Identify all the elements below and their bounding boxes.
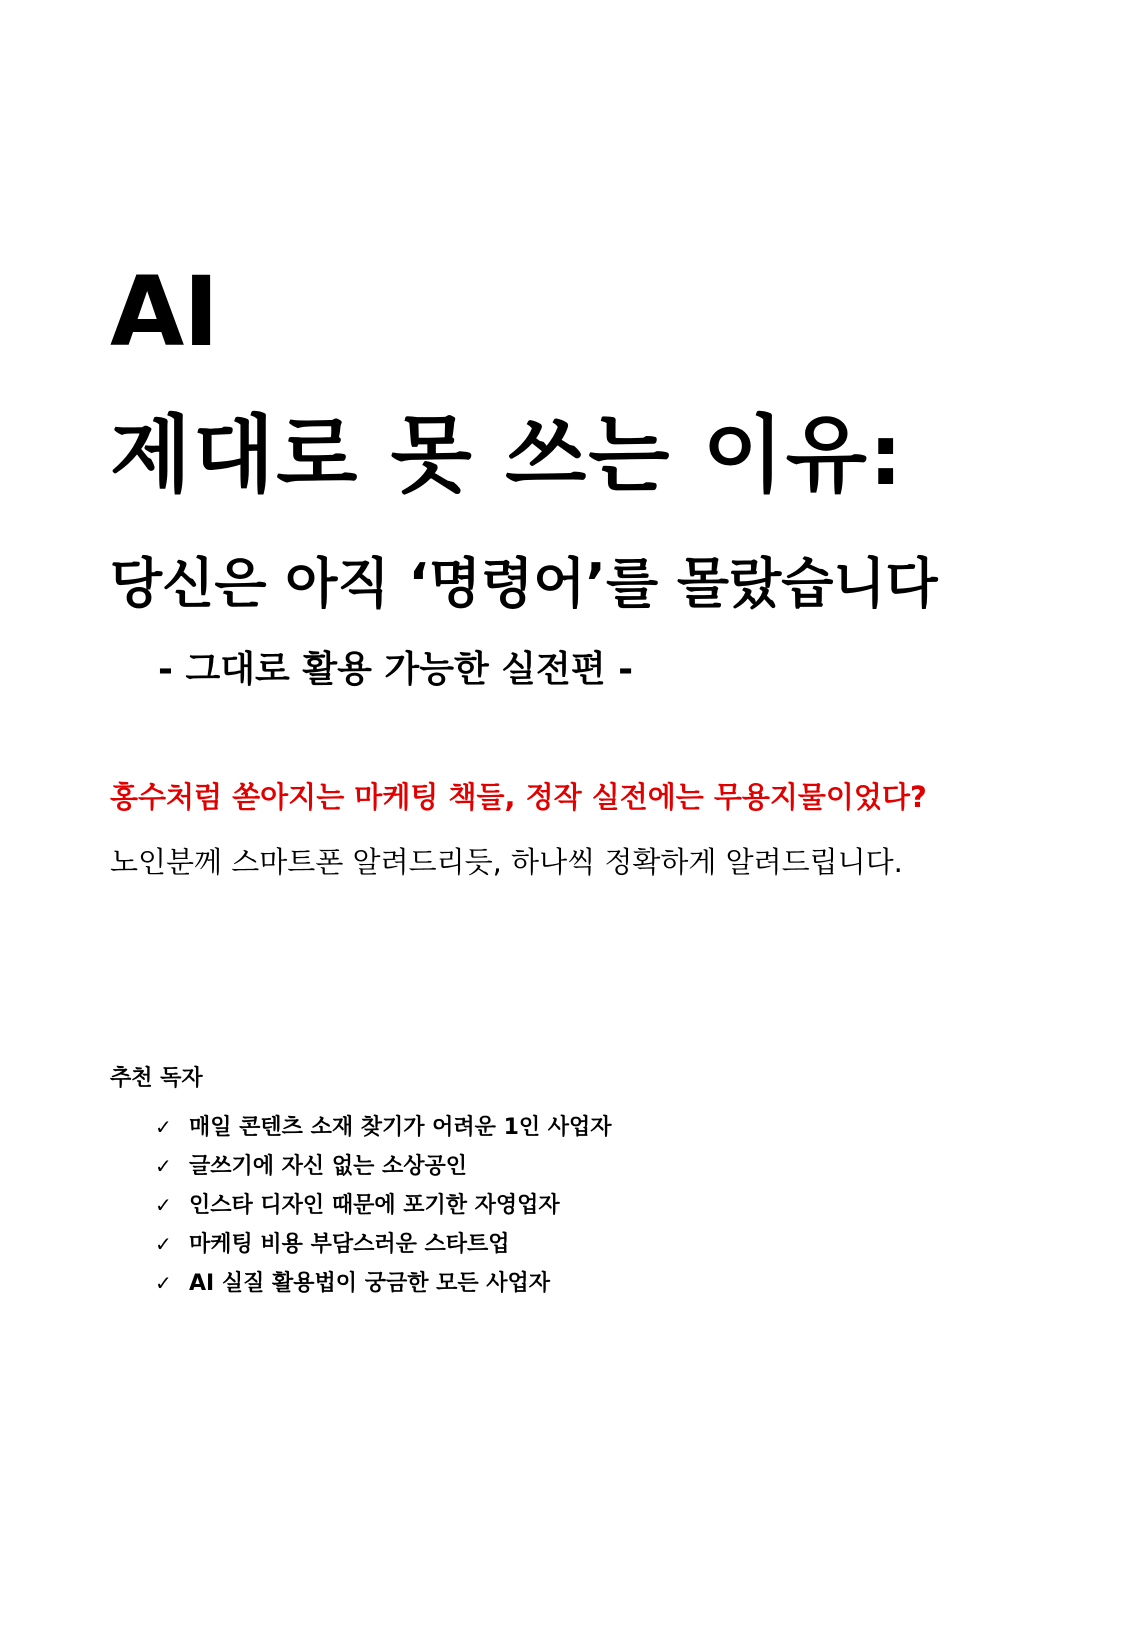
reader-item bbox=[155, 1147, 612, 1186]
reader-item-label: 마케팅 비용 부담스러운 스타트업 bbox=[189, 1232, 510, 1257]
description-text: 노인분께 스마트폰 알려드리듯, 하나씩 정확하게 알려드립니다. bbox=[110, 845, 903, 879]
readers-heading: 추천 독자 bbox=[110, 1066, 203, 1091]
reader-item bbox=[155, 1186, 612, 1225]
reader-item bbox=[155, 1225, 612, 1264]
subtitle: 당신은 아직 ‘명령어’를 몰랐습니다 bbox=[110, 552, 938, 615]
title-ai: AI bbox=[110, 256, 219, 368]
check-icon: ✓ bbox=[155, 1154, 172, 1178]
check-icon: ✓ bbox=[155, 1232, 172, 1256]
reader-item-label: 인스타 디자인 때문에 포기한 자영업자 bbox=[189, 1193, 560, 1218]
check-icon: ✓ bbox=[155, 1193, 172, 1217]
tagline: - 그대로 활용 가능한 실전편 - bbox=[158, 649, 634, 690]
reader-item bbox=[155, 1108, 612, 1147]
reader-item-label: 글쓰기에 자신 없는 소상공인 bbox=[189, 1154, 468, 1179]
reader-item-label: AI 실질 활용법이 궁금한 모든 사업자 bbox=[189, 1271, 551, 1296]
check-icon: ✓ bbox=[155, 1115, 172, 1139]
hook-text: 홍수처럼 쏟아지는 마케팅 책들, 정작 실전에는 무용지물이었다? bbox=[110, 780, 927, 814]
reader-item-label: 매일 콘텐츠 소재 찾기가 어려운 1인 사업자 bbox=[189, 1115, 612, 1140]
readers-list bbox=[155, 1108, 612, 1303]
page-title: 제대로 못 쓰는 이유: bbox=[110, 406, 905, 504]
reader-item bbox=[155, 1264, 612, 1303]
check-icon: ✓ bbox=[155, 1271, 172, 1295]
